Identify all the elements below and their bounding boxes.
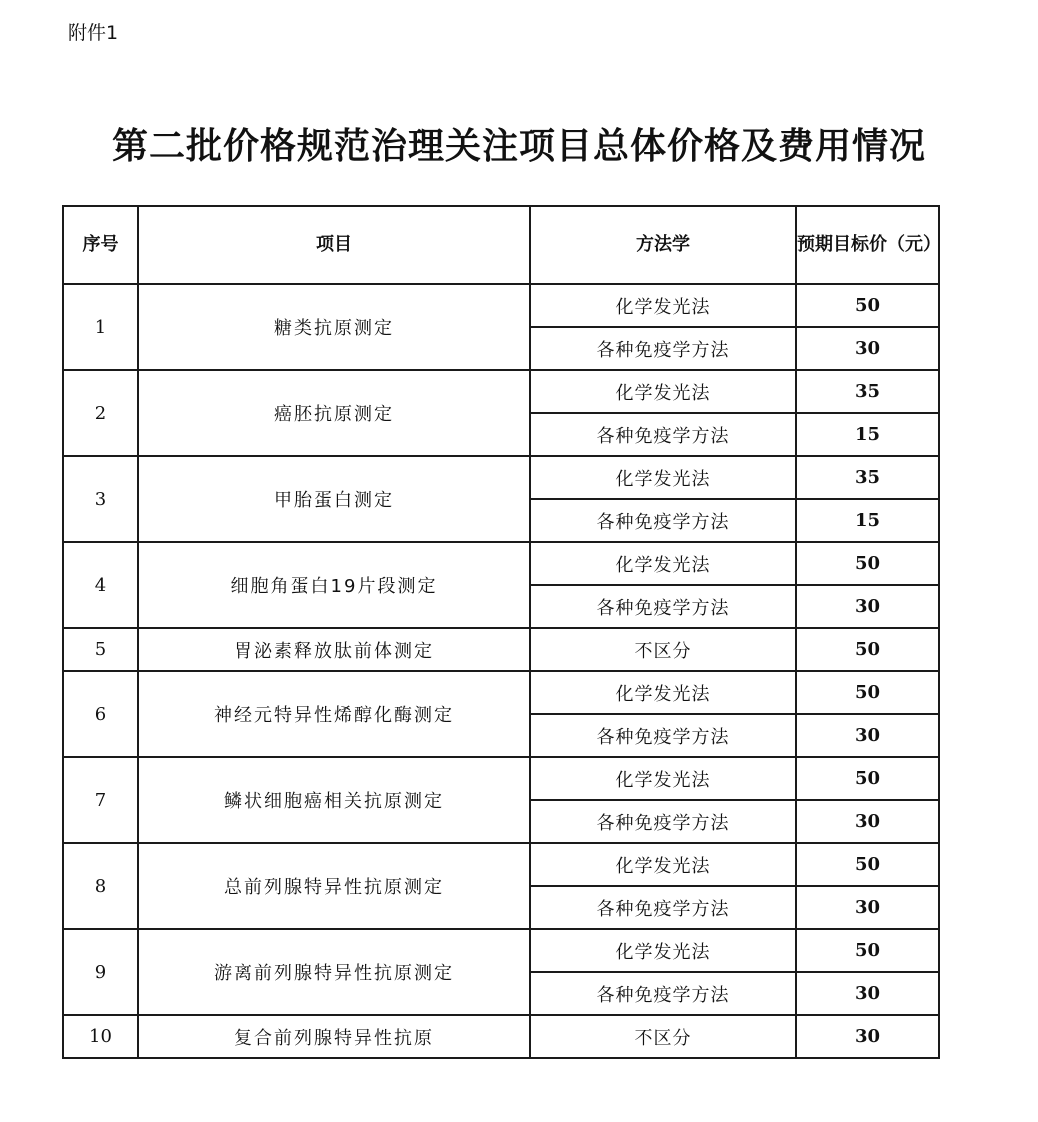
seq-cell: 6	[63, 671, 138, 757]
column-header-seq: 序号	[63, 206, 138, 284]
seq-cell: 4	[63, 542, 138, 628]
price-cell: 30	[796, 327, 939, 370]
method-cell: 各种免疫学方法	[530, 886, 796, 929]
price-cell: 50	[796, 628, 939, 671]
price-cell: 50	[796, 671, 939, 714]
price-cell: 35	[796, 370, 939, 413]
method-cell: 各种免疫学方法	[530, 585, 796, 628]
page-title: 第二批价格规范治理关注项目总体价格及费用情况	[111, 125, 926, 167]
method-cell: 化学发光法	[530, 757, 796, 800]
seq-cell: 5	[63, 628, 138, 671]
column-header-method: 方法学	[530, 206, 796, 284]
table-header-row	[63, 206, 939, 284]
price-table	[62, 205, 940, 1059]
seq-cell: 2	[63, 370, 138, 456]
price-cell: 50	[796, 284, 939, 327]
column-header-price: 预期目标价（元）	[796, 206, 939, 284]
table-row	[63, 929, 939, 972]
method-cell: 化学发光法	[530, 456, 796, 499]
item-cell: 细胞角蛋白19片段测定	[138, 542, 530, 628]
table-row	[63, 843, 939, 886]
method-cell: 各种免疫学方法	[530, 714, 796, 757]
seq-cell: 3	[63, 456, 138, 542]
price-cell: 15	[796, 413, 939, 456]
method-cell: 化学发光法	[530, 542, 796, 585]
table-row	[63, 370, 939, 413]
price-cell: 15	[796, 499, 939, 542]
price-cell: 30	[796, 585, 939, 628]
method-cell: 化学发光法	[530, 284, 796, 327]
method-cell: 各种免疫学方法	[530, 499, 796, 542]
column-header-item: 项目	[138, 206, 530, 284]
seq-cell: 8	[63, 843, 138, 929]
item-cell: 糖类抗原测定	[138, 284, 530, 370]
table-row	[63, 456, 939, 499]
method-cell: 不区分	[530, 1015, 796, 1058]
item-cell: 胃泌素释放肽前体测定	[138, 628, 530, 671]
method-cell: 化学发光法	[530, 370, 796, 413]
item-cell: 神经元特异性烯醇化酶测定	[138, 671, 530, 757]
price-cell: 50	[796, 929, 939, 972]
method-cell: 各种免疫学方法	[530, 413, 796, 456]
price-cell: 35	[796, 456, 939, 499]
price-cell: 50	[796, 843, 939, 886]
attachment-label: 附件1	[68, 22, 119, 44]
method-cell: 化学发光法	[530, 671, 796, 714]
price-cell: 30	[796, 800, 939, 843]
method-cell: 各种免疫学方法	[530, 972, 796, 1015]
table-row	[63, 542, 939, 585]
method-cell: 不区分	[530, 628, 796, 671]
item-cell: 癌胚抗原测定	[138, 370, 530, 456]
seq-cell: 10	[63, 1015, 138, 1058]
item-cell: 复合前列腺特异性抗原	[138, 1015, 530, 1058]
table-row	[63, 628, 939, 671]
method-cell: 化学发光法	[530, 843, 796, 886]
price-cell: 30	[796, 886, 939, 929]
method-cell: 各种免疫学方法	[530, 327, 796, 370]
item-cell: 甲胎蛋白测定	[138, 456, 530, 542]
price-cell: 30	[796, 714, 939, 757]
table-row	[63, 757, 939, 800]
seq-cell: 7	[63, 757, 138, 843]
price-cell: 50	[796, 542, 939, 585]
seq-cell: 9	[63, 929, 138, 1015]
item-cell: 鳞状细胞癌相关抗原测定	[138, 757, 530, 843]
method-cell: 化学发光法	[530, 929, 796, 972]
table-row	[63, 284, 939, 327]
item-cell: 游离前列腺特异性抗原测定	[138, 929, 530, 1015]
table-row	[63, 671, 939, 714]
item-cell: 总前列腺特异性抗原测定	[138, 843, 530, 929]
seq-cell: 1	[63, 284, 138, 370]
price-cell: 30	[796, 972, 939, 1015]
table-row	[63, 1015, 939, 1058]
price-cell: 30	[796, 1015, 939, 1058]
price-cell: 50	[796, 757, 939, 800]
method-cell: 各种免疫学方法	[530, 800, 796, 843]
